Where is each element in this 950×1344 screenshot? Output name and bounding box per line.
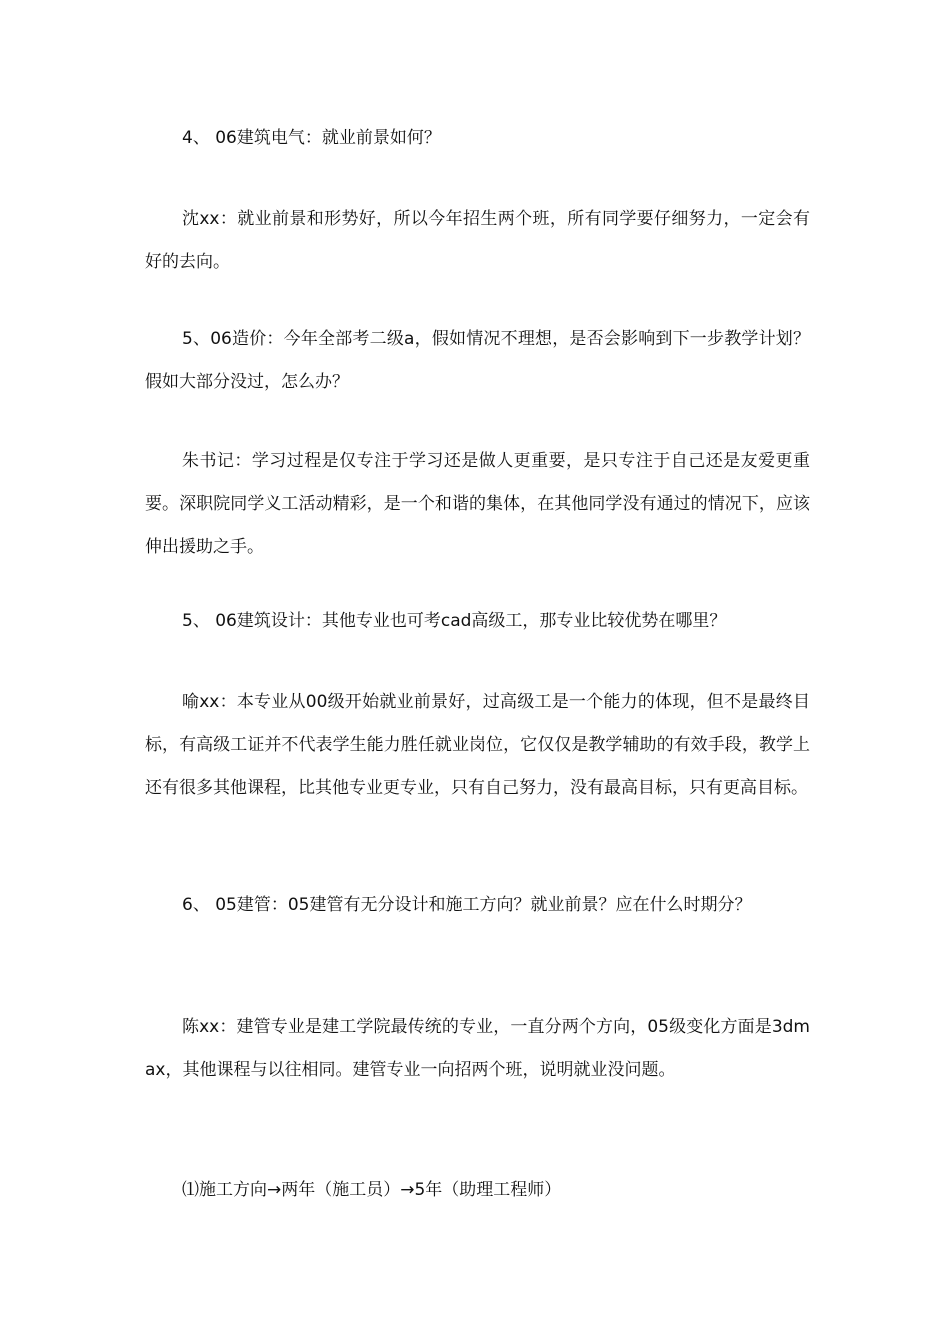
question-5-design: 5、 06建筑设计：其他专业也可考cad高级工，那专业比较优势在哪里？: [182, 611, 727, 631]
answer-5-cost: 朱书记：学习过程是仅专注于学习还是做人更重要，是只专注于自己还是友爱更重要。深职院同学义工活动精彩，是一个和谐的集体，在其他同学没有通过的情况下，应该伸出援助之手。: [145, 451, 810, 557]
question-5-cost: 5、06造价：今年全部考二级a，假如情况不理想，是否会影响到下一步教学计划？假如大部分没过，怎么办？: [145, 329, 810, 392]
question-4: 4、 06建筑电气：就业前景如何？: [182, 128, 441, 148]
question-6: 6、 05建管：05建管有无分设计和施工方向？就业前景？应在什么时期分？: [182, 895, 752, 915]
answer-4: 沈xx：就业前景和形势好，所以今年招生两个班，所有同学要仔细努力，一定会有好的去向。: [145, 209, 810, 272]
list-item-construction: ⑴施工方向→两年（施工员）→5年（助理工程师）: [182, 1180, 562, 1200]
answer-5-design: 喻xx：本专业从00级开始就业前景好，过高级工是一个能力的体现，但不是最终目标，有高级工证并不代表学生能力胜任就业岗位，它仅仅是教学辅助的有效手段，教学上还有很多其他课程，比其他专业更专业，只有自己努力，没有最高目标，只有更高目标。: [145, 692, 810, 798]
answer-6: 陈xx：建管专业是建工学院最传统的专业，一直分两个方向，05级变化方面是3dmax，其他课程与以往相同。建管专业一向招两个班，说明就业没问题。: [145, 1017, 810, 1080]
